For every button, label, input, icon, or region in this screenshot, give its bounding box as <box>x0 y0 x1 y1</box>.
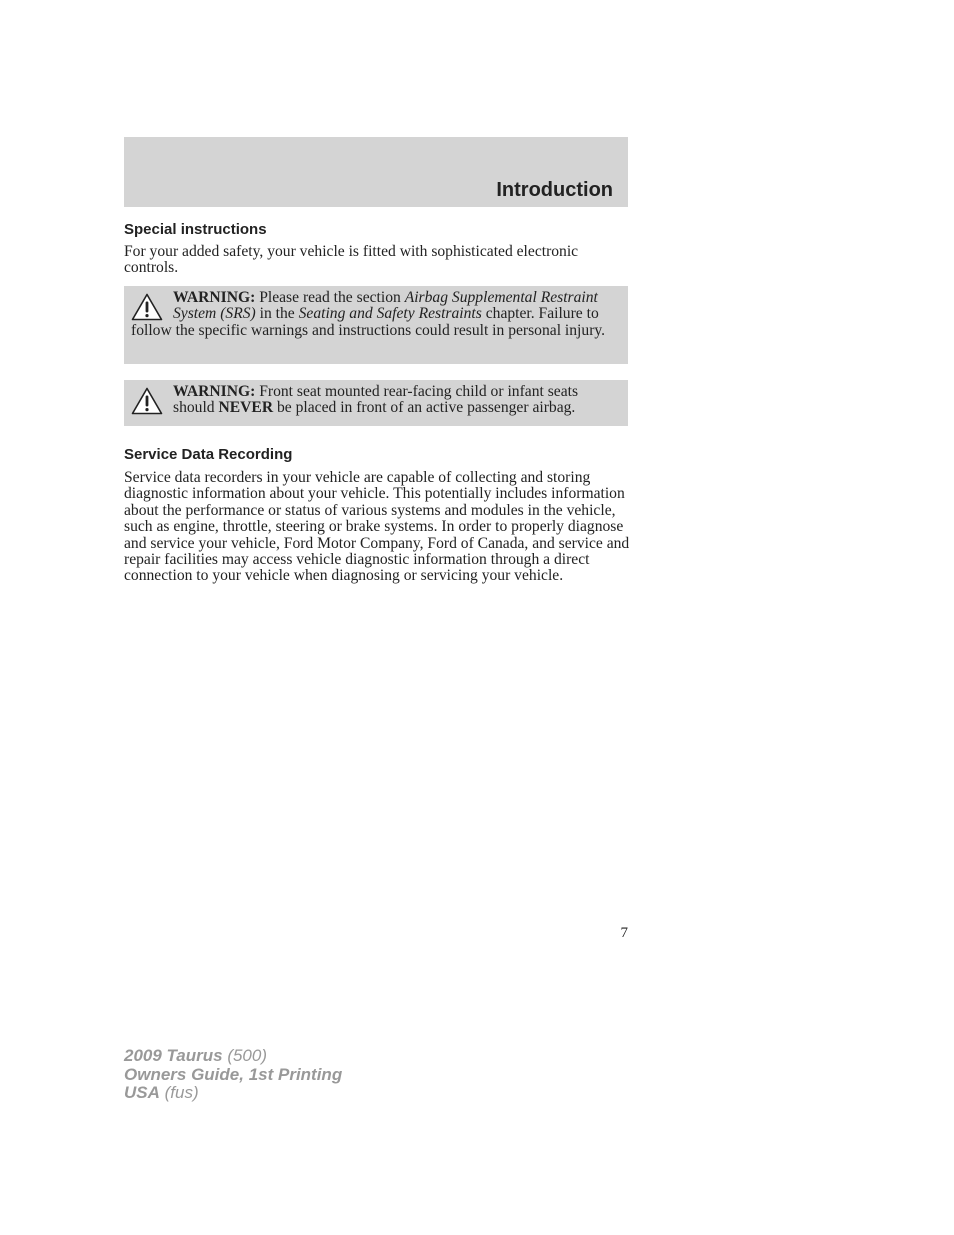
page-number: 7 <box>620 925 628 941</box>
footer-edition: Owners Guide, 1st Printing <box>124 1064 343 1084</box>
warning-text-segment: chapter. Failure to follow the specific warnings and instructions could result in personal injury. <box>131 305 606 339</box>
footer-market: USA <box>124 1083 160 1102</box>
warning-text-segment: be placed in front of an active passenger airbag. <box>273 399 576 417</box>
warning-text-segment: in the <box>255 305 299 323</box>
child-seat-warning-box <box>124 380 628 426</box>
never-emphasis: NEVER <box>218 399 274 417</box>
warning-label: WARNING: <box>173 383 256 400</box>
chapter-title: Introduction <box>496 179 613 201</box>
document-footer <box>124 1047 342 1103</box>
warning-text-segment: Please read the section <box>255 289 405 306</box>
footer-model: 2009 Taurus <box>124 1046 223 1065</box>
footer-model-code: (500) <box>222 1046 268 1065</box>
service-data-recording-body: Service data recorders in your vehicle are capable of collecting and storing diagnostic information about your vehicle. This potentially includes information about the performance or status of various systems and modules in the vehicle, such as engine, throttle, steering or brake systems. In order to properly diagnose and service your vehicle, Ford Motor Company, Ford of Canada, and service and repair facilities may access vehicle diagnostic information through a direct connection to your vehicle when diagnosing or servicing your vehicle. <box>124 469 630 585</box>
chapter-header <box>124 137 628 207</box>
special-instructions-heading: Special instructions <box>124 221 267 238</box>
warning-text-segment: Front seat mounted rear-facing child or infant seats should <box>173 383 579 417</box>
service-data-recording-heading: Service Data Recording <box>124 446 293 463</box>
seating-safety-chapter-reference: Seating and Safety Restraints <box>298 305 482 323</box>
child-seat-warning-text <box>131 384 623 417</box>
airbag-srs-warning-text <box>131 290 623 339</box>
airbag-srs-warning-box <box>124 286 628 364</box>
warning-label: WARNING: <box>173 289 256 306</box>
airbag-srs-section-reference: Airbag Supplemental Restraint System (SRS) <box>173 289 598 323</box>
footer-market-code: (fus) <box>159 1083 199 1102</box>
special-instructions-body: For your added safety, your vehicle is fitted with sophisticated electronic controls. <box>124 243 579 277</box>
